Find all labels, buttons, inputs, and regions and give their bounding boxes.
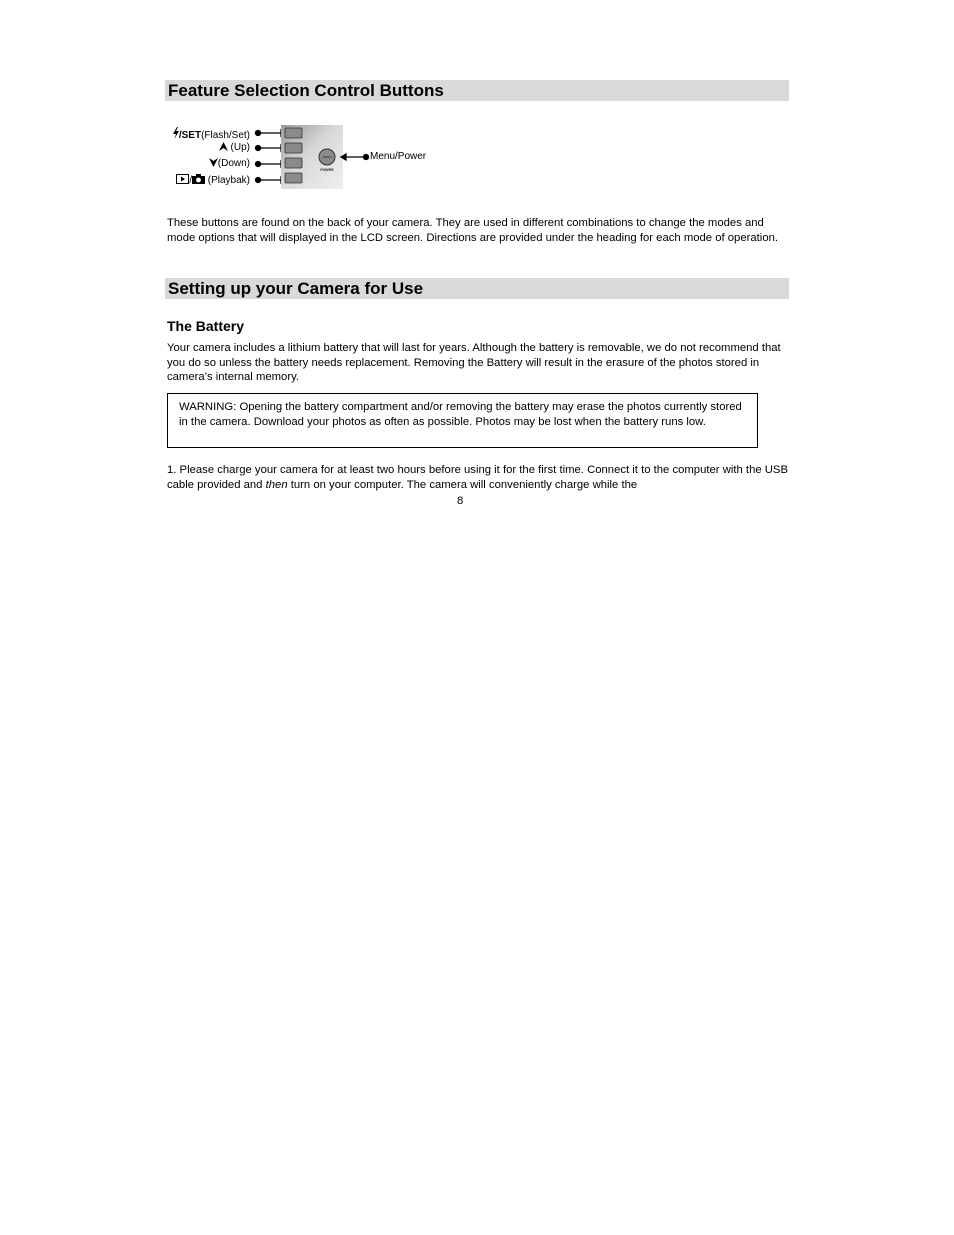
menu-button-text: MENU [322,155,332,159]
feature-buttons-paragraph: These buttons are found on the back of your camera. They are used in different combinations to change the modes and mode options that will displayed in the LCD screen. Directions are provided under the heading for each mode of operation. [167,217,779,244]
label-playback: / (Playbak) [176,174,250,187]
warning-text: WARNING: Opening the battery compartment and/or removing the battery may erase the photos currently stored in the camera. Download your photos as often as possible. Photos may be lost when the battery runs low. [179,401,742,428]
battery-paragraph: Your camera includes a lithium battery that will last for years. Although the battery is removable, we do not recommend that you do so unless the battery needs replacement. Removing the Battery will result in the erasure of the photos stored in camera’s internal memory. [167,342,781,384]
label-flash-set: /SET(Flash/Set) [173,127,250,142]
label-down: (Down) [209,158,250,170]
section-heading-setting-up: Setting up your Camera for Use [165,278,789,299]
step-1-paragraph: 1. Please charge your camera for at least two hours before using it for the first time. Connect it to the computer with the USB cable provided and then turn on your computer. The camera will conveniently charge while the [167,464,788,491]
emphasis-then: then [265,478,288,491]
power-text: POWER [320,168,334,172]
section-heading-feature-selection: Feature Selection Control Buttons [165,80,789,101]
label-menu-power: Menu/Power [370,151,427,162]
warning-box [167,393,758,448]
subheading-battery: The Battery [167,318,245,334]
label-up: (Up) [219,142,250,154]
page-number: 8 [457,495,464,507]
